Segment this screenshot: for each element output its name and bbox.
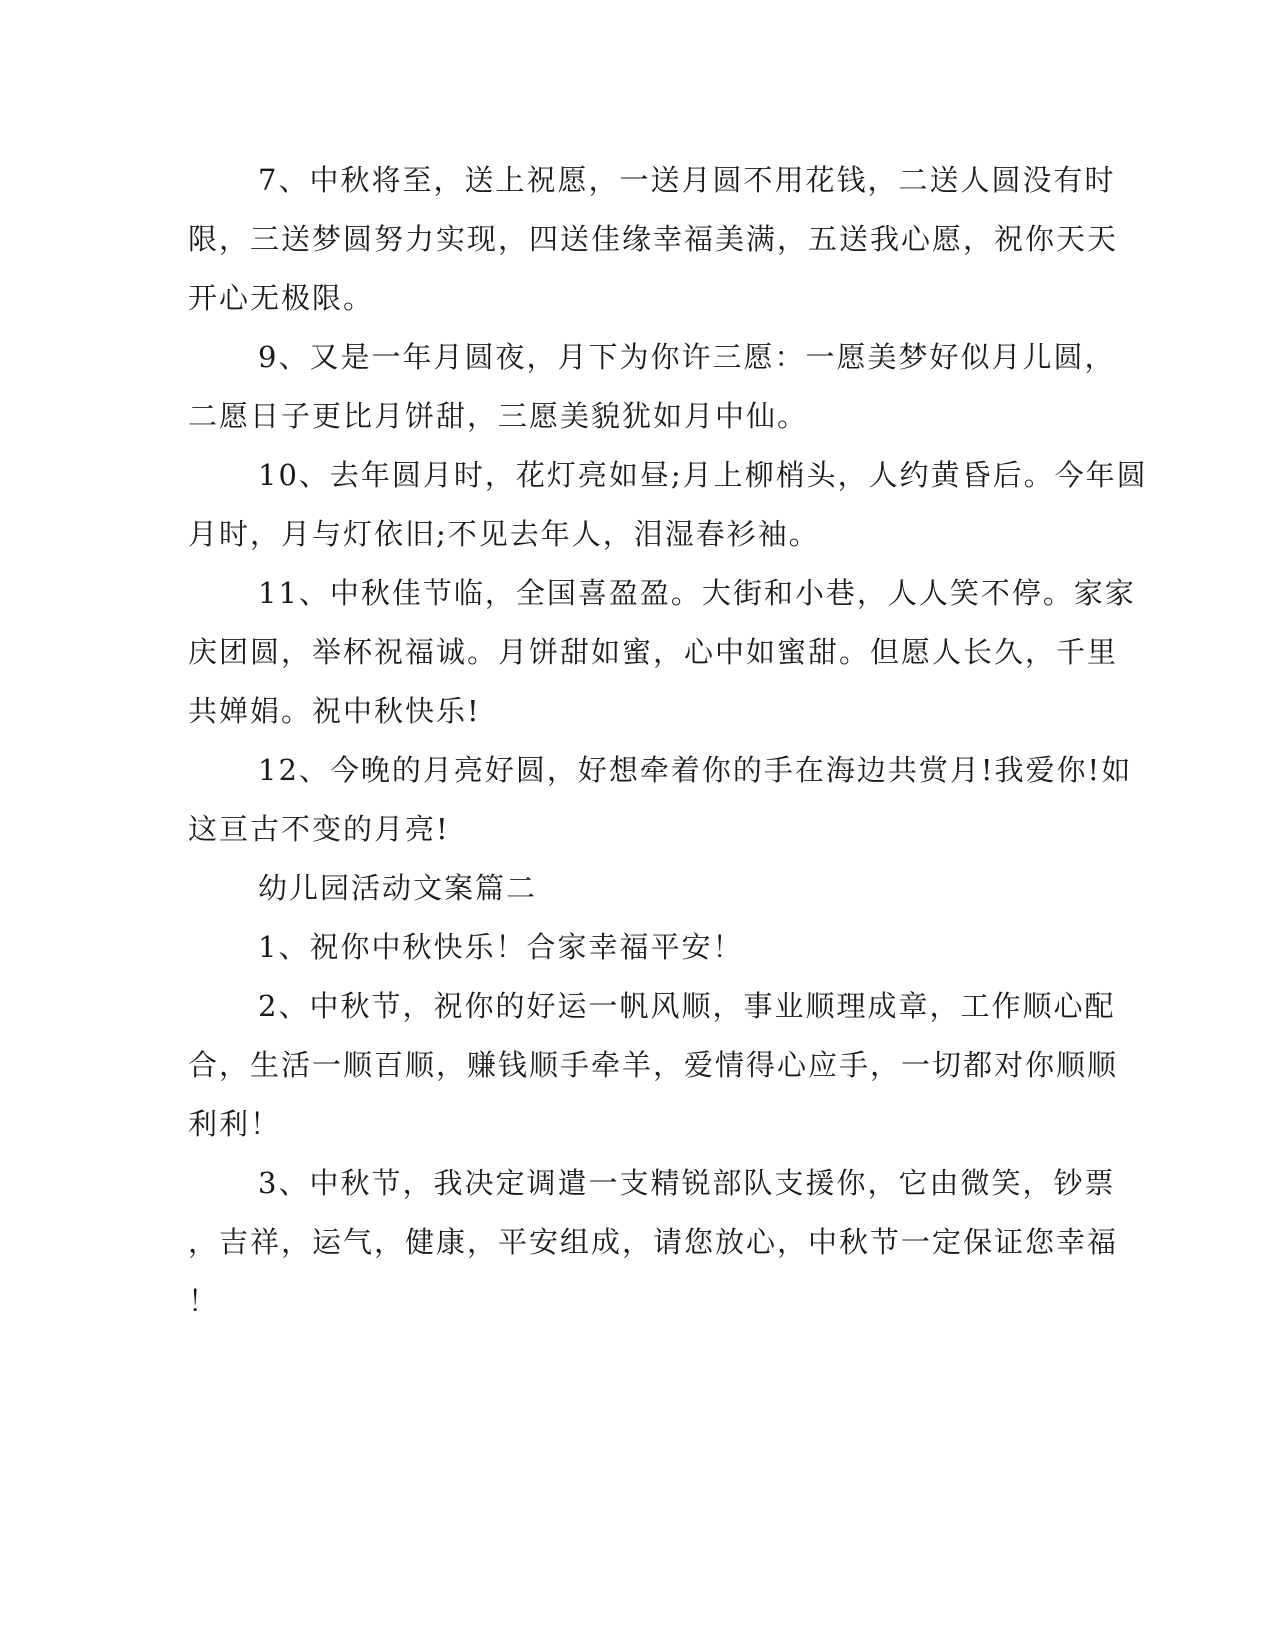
paragraph-7-line-2: 限，三送梦圆努力实现，四送佳缘幸福美满，五送我心愿，祝你天天	[188, 222, 1119, 256]
paragraph-12-line-2: 这亘古不变的月亮!	[188, 812, 450, 846]
paragraph-11-line-2: 庆团圆，举杯祝福诚。月饼甜如蜜，心中如蜜甜。但愿人长久，千里	[188, 635, 1119, 669]
section-heading: 幼儿园活动文案篇二	[258, 871, 538, 905]
paragraph-2-line-2: 合，生活一顺百顺，赚钱顺手牵羊，爱情得心应手，一切都对你顺顺	[188, 1048, 1119, 1082]
paragraph-1-line-1: 1、祝你中秋快乐！合家幸福平安！	[258, 930, 744, 964]
paragraph-3-line-1: 3、中秋节，我决定调遣一支精锐部队支援你，它由微笑，钞票	[258, 1166, 1116, 1200]
paragraph-3-line-2: ，吉祥，运气，健康，平安组成，请您放心，中秋节一定保证您幸福	[188, 1225, 1119, 1259]
paragraph-3-line-3: ！	[188, 1284, 220, 1318]
paragraph-2-line-1: 2、中秋节，祝你的好运一帆风顺，事业顺理成章，工作顺心配	[258, 989, 1116, 1023]
paragraph-11-line-1: 11、中秋佳节临，全国喜盈盈。大街和小巷，人人笑不停。家家	[258, 576, 1136, 610]
paragraph-7-line-1: 7、中秋将至，送上祝愿，一送月圆不用花钱，二送人圆没有时	[258, 163, 1116, 197]
paragraph-10-line-2: 月时，月与灯依旧;不见去年人，泪湿春衫袖。	[188, 517, 820, 551]
paragraph-9-line-2: 二愿日子更比月饼甜，三愿美貌犹如月中仙。	[188, 399, 809, 433]
paragraph-2-line-3: 利利！	[188, 1107, 282, 1141]
paragraph-12-line-1: 12、今晚的月亮好圆，好想牵着你的手在海边共赏月!我爱你!如	[258, 753, 1133, 787]
paragraph-11-line-3: 共婵娟。祝中秋快乐!	[188, 694, 481, 728]
paragraph-10-line-1: 10、去年圆月时，花灯亮如昼;月上柳梢头，人约黄昏后。今年圆	[258, 458, 1148, 492]
paragraph-7-line-3: 开心无极限。	[188, 281, 375, 315]
paragraph-9-line-1: 9、又是一年月圆夜，月下为你许三愿：一愿美梦好似月儿圆，	[258, 340, 1116, 374]
